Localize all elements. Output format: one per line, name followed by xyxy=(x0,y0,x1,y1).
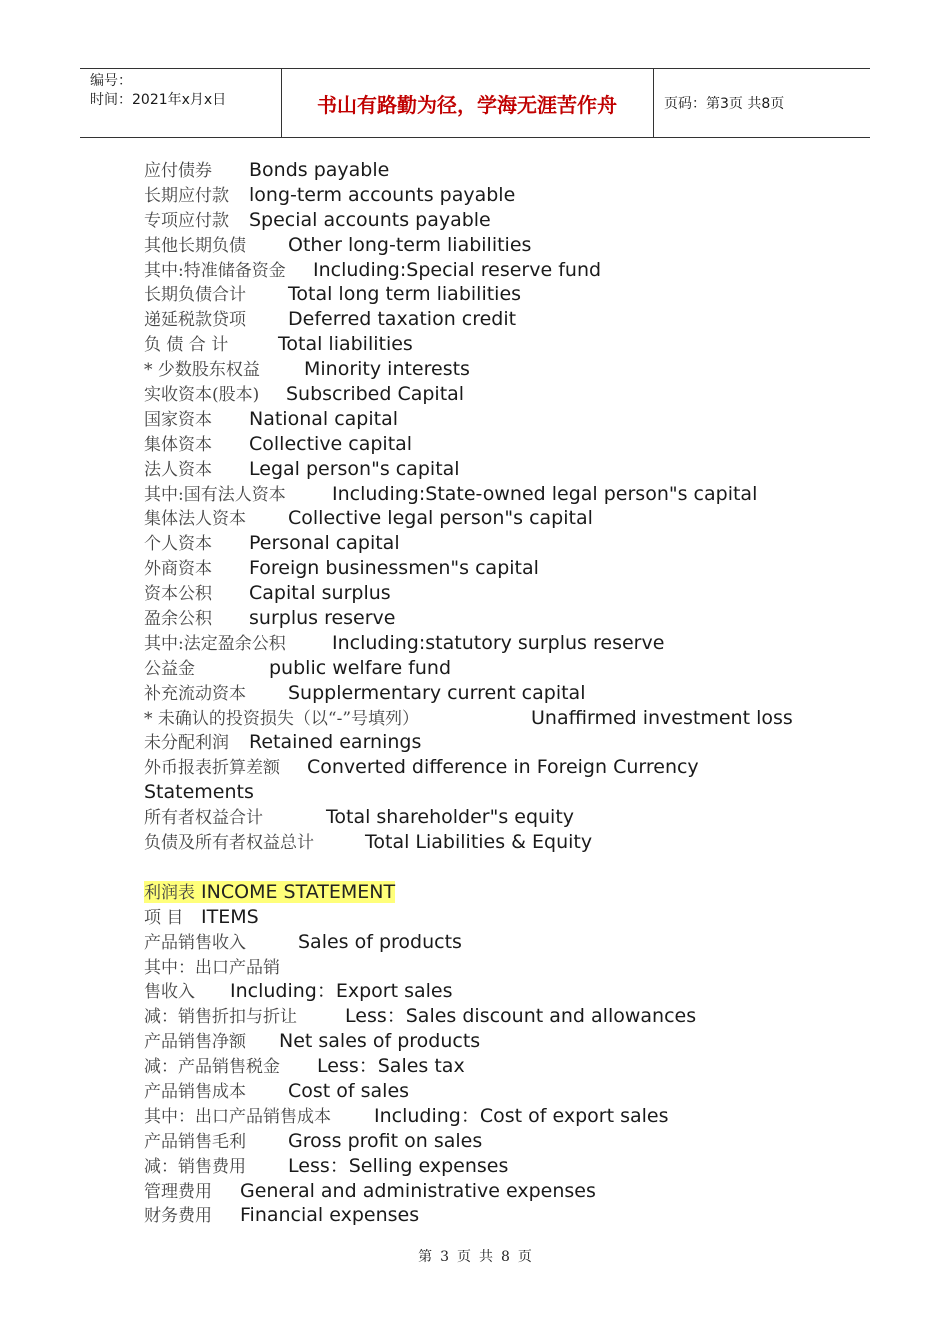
balance-term-en: Capital surplus xyxy=(249,582,391,605)
header-page-cell xyxy=(654,69,870,137)
balance-row xyxy=(144,830,844,855)
balance-term-en: Other long-term liabilities xyxy=(288,233,532,256)
income-term-zh: 其中：出口产品销售成本 xyxy=(144,1106,331,1127)
income-row xyxy=(144,1203,844,1228)
income-row xyxy=(144,1179,844,1204)
document-body xyxy=(144,158,844,1228)
balance-term-en: Statements xyxy=(144,781,254,804)
balance-term-zh: 公益金 xyxy=(144,658,195,679)
footer-page-label: 第 xyxy=(418,1249,433,1265)
balance-term-en: Special accounts payable xyxy=(249,208,491,231)
balance-term-zh: 资本公积 xyxy=(144,584,212,605)
income-row xyxy=(144,1079,844,1104)
balance-row xyxy=(144,382,844,407)
balance-term-en: Total Liabilities & Equity xyxy=(365,831,593,854)
balance-row xyxy=(144,432,844,457)
balance-term-zh: 长期应付款 xyxy=(144,185,229,206)
balance-term-en: Total long term liabilities xyxy=(288,283,522,306)
motto: 书山有路勤为径，学海无涯苦作舟 xyxy=(317,92,617,117)
balance-term-zh: 其中:国有法人资本 xyxy=(144,484,286,505)
income-row xyxy=(144,979,844,1004)
balance-term-en: Collective capital xyxy=(249,432,413,455)
income-term-zh: 管理费用 xyxy=(144,1181,212,1202)
income-term-zh: 项 目 xyxy=(144,907,184,928)
balance-term-en: Including:Special reserve fund xyxy=(313,258,602,281)
header-left-cell xyxy=(80,69,282,137)
balance-term-en: Converted difference in Foreign Currency xyxy=(307,756,699,779)
income-row xyxy=(144,1154,844,1179)
balance-row xyxy=(144,730,844,755)
footer-page-number: 3 xyxy=(440,1249,449,1265)
balance-row xyxy=(144,506,844,531)
page-info: 页码：第3页 共8页 xyxy=(664,96,785,112)
balance-term-en: Personal capital xyxy=(249,532,400,555)
balance-term-zh: 负债及所有者权益总计 xyxy=(144,833,314,854)
balance-term-en: surplus reserve xyxy=(249,607,396,630)
balance-term-zh: 未分配利润 xyxy=(144,733,229,754)
income-row xyxy=(144,1004,844,1029)
footer-page-unit: 页 xyxy=(457,1249,471,1265)
balance-term-zh: 个人资本 xyxy=(144,534,212,555)
income-term-zh: 减：销售折扣与折让 xyxy=(144,1007,297,1028)
balance-row xyxy=(144,656,844,681)
income-term-zh: 财务费用 xyxy=(144,1206,212,1227)
page-footer xyxy=(0,1246,950,1266)
balance-row xyxy=(144,531,844,556)
balance-term-zh: 国家资本 xyxy=(144,409,212,430)
balance-term-en: Bonds payable xyxy=(249,159,390,181)
balance-term-zh: 长期负债合计 xyxy=(144,285,246,306)
balance-sheet-list xyxy=(144,158,844,855)
income-term-en: Less：Sales tax xyxy=(317,1055,465,1078)
income-row xyxy=(144,955,844,980)
income-heading-en: INCOME STATEMENT xyxy=(201,880,396,903)
income-heading-zh: 利润表 xyxy=(144,882,195,903)
header-motto-cell xyxy=(281,69,654,137)
balance-term-en: Total shareholder"s equity xyxy=(326,806,575,829)
balance-row xyxy=(144,706,844,731)
balance-term-en: Collective legal person"s capital xyxy=(288,507,593,530)
income-statement-list xyxy=(144,905,844,1229)
balance-term-zh: 法人资本 xyxy=(144,459,212,480)
balance-term-en: Retained earnings xyxy=(249,731,422,754)
income-term-en: Including：Cost of export sales xyxy=(374,1104,669,1127)
balance-term-en: long-term accounts payable xyxy=(249,183,516,206)
section-gap xyxy=(144,855,844,880)
income-term-zh: 其中：出口产品销 xyxy=(144,957,280,978)
balance-row xyxy=(144,357,844,382)
balance-row xyxy=(144,631,844,656)
balance-row xyxy=(144,258,844,283)
balance-row xyxy=(144,755,844,780)
balance-row xyxy=(144,805,844,830)
income-term-en: Less：Sales discount and allowances xyxy=(345,1005,697,1028)
balance-row xyxy=(144,332,844,357)
balance-term-zh: * 少数股东权益 xyxy=(144,360,260,381)
balance-term-zh: 集体资本 xyxy=(144,434,212,455)
income-term-zh: 产品销售收入 xyxy=(144,932,246,953)
income-term-en: Cost of sales xyxy=(288,1079,410,1102)
balance-row xyxy=(144,407,844,432)
balance-term-zh: 补充流动资本 xyxy=(144,683,246,704)
balance-row xyxy=(144,581,844,606)
page-header xyxy=(80,68,870,138)
income-row xyxy=(144,1054,844,1079)
balance-term-en: Total liabilities xyxy=(278,333,413,356)
balance-term-zh: 递延税款贷项 xyxy=(144,310,246,331)
balance-term-zh: 其中:法定盈余公积 xyxy=(144,633,286,654)
income-term-zh: 产品销售毛利 xyxy=(144,1131,246,1152)
balance-row xyxy=(144,233,844,258)
income-term-en: ITEMS xyxy=(201,905,259,928)
balance-row xyxy=(144,556,844,581)
balance-term-zh: 其中:特准储备资金 xyxy=(144,260,286,281)
income-row xyxy=(144,905,844,930)
footer-total-number: 8 xyxy=(501,1249,510,1265)
balance-term-zh: 其他长期负债 xyxy=(144,235,246,256)
balance-term-zh: 外币报表折算差额 xyxy=(144,758,280,779)
balance-row xyxy=(144,780,844,805)
balance-term-zh: 应付债券 xyxy=(144,161,212,181)
income-term-en: Less：Selling expenses xyxy=(288,1154,509,1177)
balance-term-zh: 盈余公积 xyxy=(144,609,212,630)
balance-row xyxy=(144,208,844,233)
income-term-zh: 减：产品销售税金 xyxy=(144,1057,280,1078)
balance-row xyxy=(144,183,844,208)
balance-term-zh: 负 债 合 计 xyxy=(144,335,229,356)
footer-total-unit: 页 xyxy=(517,1249,532,1265)
balance-term-en: Supplermentary current capital xyxy=(288,681,586,704)
balance-term-zh: 集体法人资本 xyxy=(144,509,246,530)
income-term-en: Financial expenses xyxy=(240,1204,420,1227)
income-row xyxy=(144,1029,844,1054)
balance-term-zh: 专项应付款 xyxy=(144,210,229,231)
balance-row xyxy=(144,457,844,482)
balance-term-en: Foreign businessmen"s capital xyxy=(249,557,539,580)
balance-term-en: Subscribed Capital xyxy=(286,383,465,406)
income-term-en: Net sales of products xyxy=(279,1030,481,1053)
balance-term-en: Deferred taxation credit xyxy=(288,308,517,331)
balance-term-en: National capital xyxy=(249,407,399,430)
balance-row xyxy=(144,158,844,183)
footer-total-label: 共 xyxy=(479,1249,493,1265)
income-row xyxy=(144,1129,844,1154)
balance-term-en: Legal person"s capital xyxy=(249,457,460,480)
income-term-zh: 产品销售成本 xyxy=(144,1081,246,1102)
time-label: 时间：2021年x月x日 xyxy=(90,92,227,108)
balance-term-en: public welfare fund xyxy=(269,656,452,679)
balance-row xyxy=(144,681,844,706)
balance-term-en: Including:statutory surplus reserve xyxy=(332,631,665,654)
balance-term-en: Unaffirmed investment loss xyxy=(531,706,793,729)
balance-term-zh: 外商资本 xyxy=(144,559,212,580)
balance-term-zh: * 未确认的投资损失（以“-”号填列） xyxy=(144,708,420,729)
balance-row xyxy=(144,482,844,507)
income-term-zh: 减：销售费用 xyxy=(144,1156,246,1177)
balance-term-zh: 实收资本(股本) xyxy=(144,385,260,406)
income-term-zh: 售收入 xyxy=(144,982,195,1003)
income-statement-heading xyxy=(144,880,844,905)
income-term-en: General and administrative expenses xyxy=(240,1179,596,1202)
balance-term-en: Minority interests xyxy=(304,358,470,381)
income-term-en: Sales of products xyxy=(298,930,462,953)
balance-term-zh: 所有者权益合计 xyxy=(144,808,263,829)
number-label: 编号： xyxy=(90,73,132,89)
balance-row xyxy=(144,307,844,332)
balance-row xyxy=(144,606,844,631)
income-row xyxy=(144,930,844,955)
balance-row xyxy=(144,282,844,307)
balance-term-en: Including:State-owned legal person"s capital xyxy=(332,482,758,505)
income-row xyxy=(144,1104,844,1129)
income-term-en: Including：Export sales xyxy=(230,980,453,1003)
income-term-zh: 产品销售净额 xyxy=(144,1032,246,1053)
income-term-en: Gross profit on sales xyxy=(288,1129,483,1152)
